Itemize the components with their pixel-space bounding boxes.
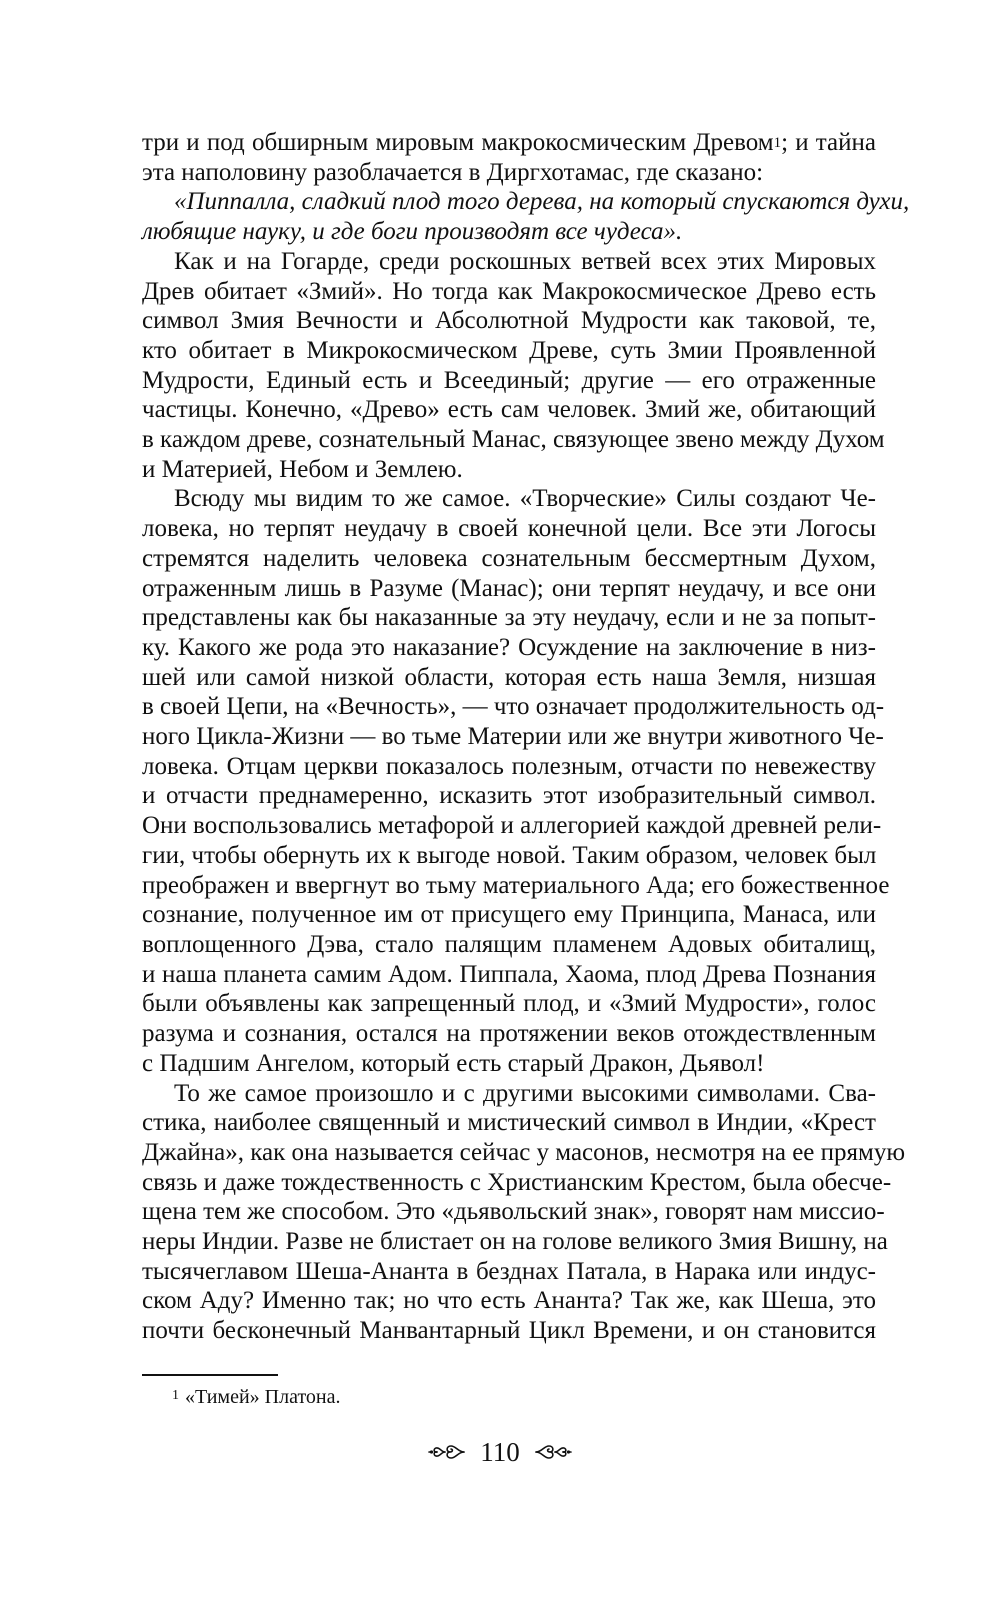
text-line	[142, 1316, 876, 1346]
text-line-content: были объявлены как запрещенный плод, и «Змий Мудрости», голос	[142, 990, 876, 1018]
text-line-content: гии, чтобы обернуть их к выгоде новой. Таким образом, человек был	[142, 841, 877, 869]
text-line	[142, 633, 876, 663]
text-line	[142, 1286, 876, 1316]
text-line-content: сознание, полученное им от присущего ему Принципа, Манаса, или	[142, 901, 876, 929]
text-line	[142, 574, 876, 604]
text-line-content: ловека, но терпят неудачу в своей конечной цели. Все эти Логосы	[142, 515, 876, 543]
right-ornament-icon	[532, 1441, 572, 1463]
text-line	[142, 722, 884, 752]
text-line-content: представлены как бы наказанные за эту неудачу, если и не за попыт-	[142, 604, 876, 632]
text-line	[142, 1108, 876, 1138]
text-line	[142, 1079, 876, 1109]
footnote-marker: 1	[172, 1388, 179, 1403]
text-line	[142, 1168, 892, 1198]
text-line	[142, 1138, 906, 1168]
text-line	[142, 752, 876, 782]
text-line-content: связь и даже тождественность с Христианским Крестом, была обесче-	[142, 1168, 892, 1196]
text-line	[142, 187, 910, 217]
footnote-divider	[142, 1374, 278, 1376]
text-line	[142, 1049, 876, 1079]
text-line-content: эта наполовину разоблачается в Диргхотамас, где сказано:	[142, 158, 764, 186]
text-line-content: Как и на Гогарде, среди роскошных ветвей всех этих Мировых	[174, 247, 876, 275]
text-line-content: ском Аду? Именно так; но что есть Ананта? Так же, как Шеша, это	[142, 1287, 876, 1315]
text-line-content: тысячеглавом Шеша-Ананта в безднах Патала, в Нарака или индус-	[142, 1257, 876, 1285]
text-line-content: с Падшим Ангелом, который есть старый Дракон, Дьявол!	[142, 1049, 765, 1077]
body-text	[142, 128, 910, 1346]
text-line-content: в каждом древе, сознательный Манас, связующее звено между Духом	[142, 426, 885, 454]
text-line	[142, 841, 876, 871]
page-number: 110	[480, 1437, 520, 1467]
text-line-content: щена тем же способом. Это «дьявольский знак», говорят нам миссио-	[142, 1198, 885, 1226]
text-line-content: и наша планета самим Адом. Пиппала, Хаома, плод Древа Познания	[142, 960, 876, 988]
text-line	[142, 989, 876, 1019]
text-line	[142, 158, 876, 188]
text-line-content: отраженным лишь в Разуме (Манас); они терпят неудачу, и все они	[142, 574, 876, 602]
text-line	[142, 247, 876, 277]
text-line	[142, 484, 876, 514]
text-line-content: Всюду мы видим то же самое. «Творческие» Силы создают Че-	[174, 485, 876, 513]
text-line-content: и Материей, Небом и Землею.	[142, 455, 463, 483]
left-ornament-icon	[428, 1441, 468, 1463]
text-line-tail: ; и тайна	[781, 129, 876, 156]
text-line	[142, 1227, 888, 1257]
text-line-content: почти бесконечный Манвантарный Цикл Времени, и он становится	[142, 1317, 876, 1345]
text-line-content: разума и сознания, остался на протяжении веков отождествленным	[142, 1020, 876, 1048]
text-line-content: три и под обширным мировым макрокосмическим Древом	[142, 129, 774, 156]
text-line-content: Джайна», как она называется сейчас у масонов, несмотря на ее прямую	[142, 1138, 906, 1166]
text-line	[142, 603, 876, 633]
footnote-text: «Тимей» Платона.	[185, 1386, 341, 1408]
text-line	[142, 1019, 876, 1049]
text-line-content: То же самое произошло и с другими высокими символами. Сва-	[174, 1079, 876, 1107]
text-line	[142, 871, 890, 901]
text-line-content: Мудрости, Единый есть и Всеединый; другие — его отраженные	[142, 366, 876, 394]
text-line	[142, 425, 885, 455]
text-line	[142, 930, 876, 960]
text-line-content: кто обитает в Микрокосмическом Древе, суть Змии Проявленной	[142, 336, 876, 364]
text-line-content: ку. Какого же рода это наказание? Осуждение на заключение в низ-	[142, 633, 876, 661]
footnote-reference: 1	[773, 135, 782, 151]
text-line-content: неры Индии. Разве не блистает он на голове великого Змия Вишну, на	[142, 1228, 888, 1256]
footnote	[172, 1384, 341, 1410]
text-line	[142, 663, 876, 693]
text-line	[142, 781, 876, 811]
text-line	[142, 900, 876, 930]
text-line	[142, 692, 885, 722]
text-line-content: в своей Цепи, на «Вечность», — что означает продолжительность од-	[142, 693, 885, 721]
text-line-content: Древ обитает «Змий». Но тогда как Макрокосмическое Древо есть	[142, 277, 876, 305]
text-line	[142, 395, 876, 425]
text-line-content: символ Змия Вечности и Абсолютной Мудрости как таковой, те,	[142, 307, 876, 335]
text-line-content: ловека. Отцам церкви показалось полезным, отчасти по невежеству	[142, 752, 876, 780]
text-line-content: стремятся наделить человека сознательным бессмертным Духом,	[142, 544, 876, 572]
text-line	[142, 455, 876, 485]
text-line-content: ного Цикла-Жизни — во тьме Материи или же внутри животного Че-	[142, 723, 884, 751]
text-line	[142, 514, 876, 544]
text-line	[142, 306, 876, 336]
text-line-content: воплощенного Дэва, стало палящим пламенем Адовых обиталищ,	[142, 930, 876, 958]
text-line	[142, 1257, 876, 1287]
text-line	[142, 544, 876, 574]
text-line-content: и отчасти преднамеренно, исказить этот изобразительный символ.	[142, 782, 876, 810]
text-line	[142, 217, 876, 247]
text-line	[142, 336, 876, 366]
text-line-content: частицы. Конечно, «Древо» есть сам человек. Змий же, обитающий	[142, 396, 876, 424]
page-footer	[0, 1432, 1000, 1472]
text-line-content: «Пиппалла, сладкий плод того дерева, на который спускаются духи,	[174, 188, 910, 216]
text-line	[142, 960, 876, 990]
text-line	[142, 277, 876, 307]
text-line-content: любящие науку, и где боги производят все чудеса».	[142, 218, 683, 246]
text-line	[142, 1197, 885, 1227]
text-line	[142, 811, 882, 841]
text-line-content: стика, наиболее священный и мистический символ в Индии, «Крест	[142, 1109, 876, 1137]
text-line-content: преображен и ввергнут во тьму материального Ада; его божественное	[142, 871, 890, 899]
text-line-content: Они воспользовались метафорой и аллегорией каждой древней рели-	[142, 812, 882, 840]
text-line	[142, 128, 876, 158]
text-line-content: шей или самой низкой области, которая есть наша Земля, низшая	[142, 663, 876, 691]
text-line	[142, 366, 876, 396]
